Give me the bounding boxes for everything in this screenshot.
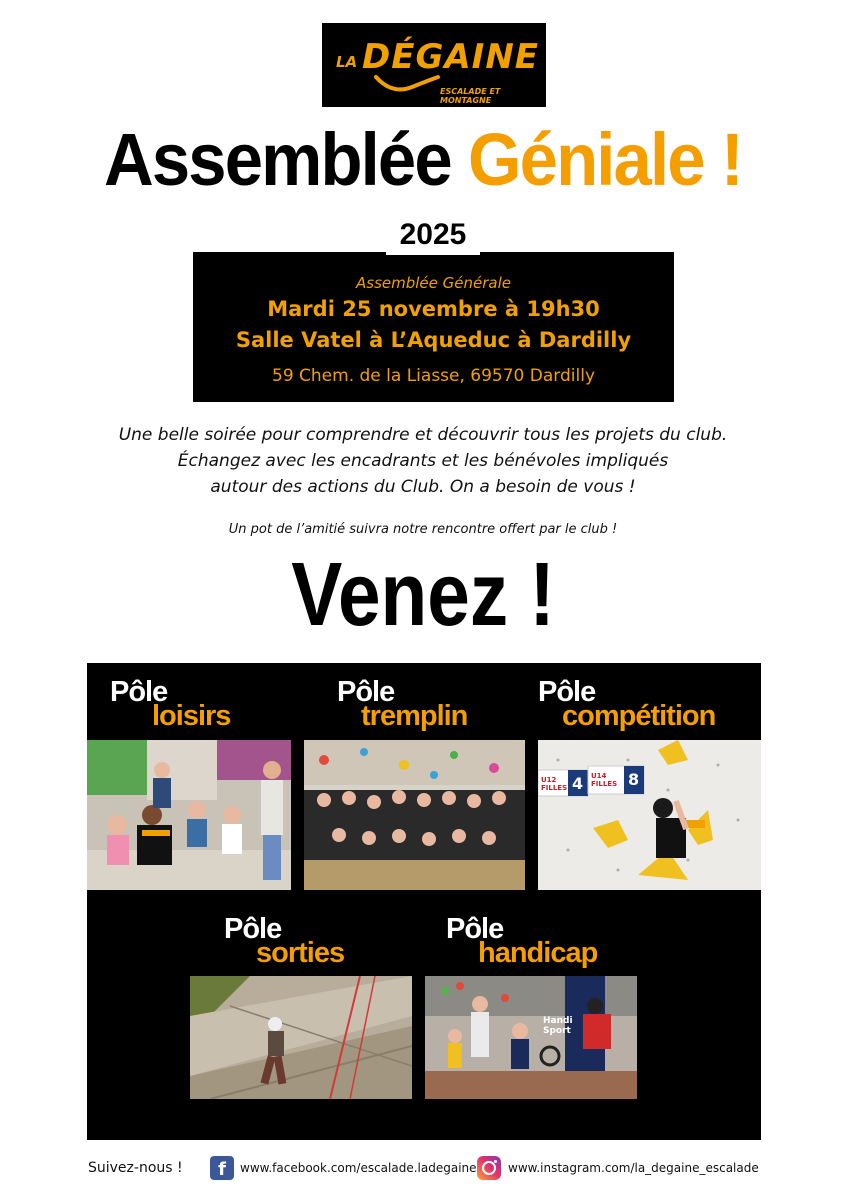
follow-us-label: Suivez-nous ! [88, 1160, 183, 1176]
title-word-assemblee: Assemblée [104, 118, 451, 201]
photo-handicap [425, 976, 637, 1099]
event-date: Mardi 25 novembre à 19h30 [267, 297, 600, 321]
description-line: autour des actions du Club. On a besoin de vous ! [210, 477, 636, 497]
pole-name: handicap [478, 937, 598, 969]
logo-name: DÉGAINE [362, 37, 539, 77]
photo-loisirs [87, 740, 291, 890]
call-to-action: Venez ! [291, 545, 555, 645]
pole-label: Pôle [224, 913, 282, 945]
facebook-link[interactable]: www.facebook.com/escalade.ladegaine [240, 1161, 477, 1175]
pole-label: Pôle [337, 676, 395, 708]
pole-name: loisirs [152, 700, 231, 732]
pole-name: compétition [562, 700, 716, 732]
pole-name: sorties [256, 937, 345, 969]
main-title [30, 110, 817, 210]
instagram-icon[interactable] [477, 1156, 501, 1180]
bib-number: 8 [628, 770, 640, 789]
logo-prefix: LA [336, 53, 358, 71]
title-word-geniale: Géniale ! [468, 118, 742, 201]
event-venue: Salle Vatel à L’Aqueduc à Dardilly [235, 328, 632, 352]
event-description [60, 422, 786, 500]
event-address: 59 Chem. de la Liasse, 69570 Dardilly [272, 366, 595, 386]
photo-tremplin [304, 740, 525, 890]
event-year: 2025 [386, 211, 480, 255]
event-type: Assemblée Générale [356, 274, 511, 292]
description-line: Une belle soirée pour comprendre et découvrir tous les projets du club. [118, 425, 728, 445]
bib-number: 4 [572, 774, 584, 793]
pole-label: Pôle [538, 676, 596, 708]
handisport-banner: Handi Sport [543, 1016, 573, 1036]
photo-sorties [190, 976, 412, 1099]
logo-tagline: ESCALADE ET MONTAGNE [440, 87, 501, 105]
description-line: Échangez avec les encadrants et les bénévoles impliqués [177, 451, 669, 471]
club-logo [322, 23, 546, 107]
bib-label: U12 FILLES [541, 776, 568, 792]
pole-label: Pôle [446, 913, 504, 945]
carabiner-icon [372, 73, 442, 95]
instagram-link[interactable]: www.instagram.com/la_degaine_escalade [508, 1161, 759, 1175]
facebook-icon[interactable]: f [210, 1156, 234, 1180]
drinks-note: Un pot de l’amitié suivra notre rencontre offert par le club ! [228, 522, 618, 537]
photo-competition [538, 740, 761, 890]
pole-name: tremplin [361, 700, 468, 732]
social-footer [0, 1150, 846, 1190]
pole-label: Pôle [110, 676, 168, 708]
bib-label: U14 FILLES [591, 772, 618, 788]
event-info-box [193, 252, 674, 402]
poles-panel [87, 663, 761, 1140]
